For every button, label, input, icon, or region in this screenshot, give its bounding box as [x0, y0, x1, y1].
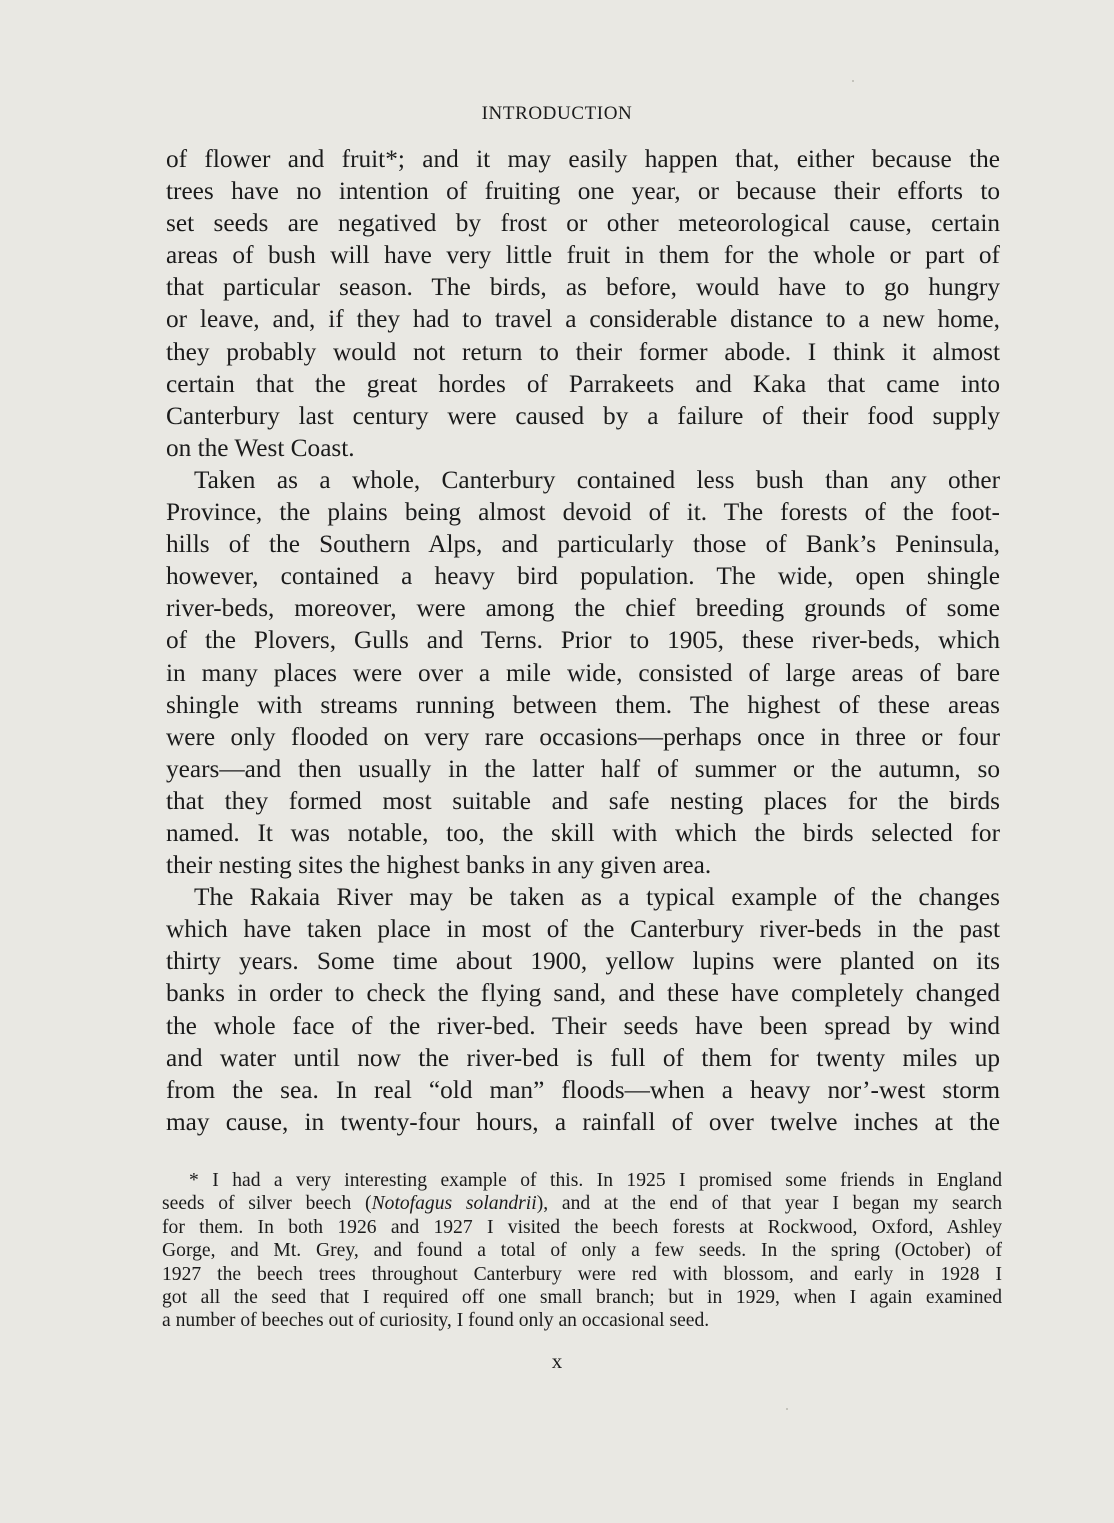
text-line: and water until now the river-bed is full of them for twenty miles up: [166, 1043, 1000, 1072]
text-line: of flower and fruit*; and it may easily happen that, either because the: [166, 145, 1000, 173]
text-line: hills of the Southern Alps, and particularly those of Bank’s Peninsula,: [166, 530, 1000, 559]
text-line: set seeds are negatived by frost or other meteorological cause, certain: [166, 209, 1000, 238]
footnote-text: * I had a very interesting example of this. In 1925 I promised some friends in England: [189, 1170, 1002, 1191]
paragraph-1: [166, 143, 1000, 464]
footnote-line: [162, 1286, 1002, 1309]
text-line: that they formed most suitable and safe nesting places for the birds: [166, 786, 1000, 815]
footnote-text: ), and at the end of that year I began my search: [536, 1193, 1003, 1215]
footnote-line: [162, 1263, 1002, 1286]
footnote-line: [162, 1239, 1002, 1262]
footnote: [162, 1169, 1002, 1333]
text-line: The Rakaia River may be taken as a typical example of the changes: [194, 883, 1000, 912]
text-line: years—and then usually in the latter half of summer or the autumn, so: [166, 754, 1000, 783]
text-line: of the Plovers, Gulls and Terns. Prior to 1905, these river-beds, which: [166, 626, 1000, 655]
text-line: certain that the great hordes of Parrakeets and Kaka that came into: [166, 369, 1000, 398]
text-line: may cause, in twenty-four hours, a rainfall of over twelve inches at the: [166, 1107, 1000, 1136]
text-line: Canterbury last century were caused by a failure of their food supply: [166, 401, 1000, 430]
footnote-text: a number of beeches out of curiosity, I found only an occasional seed.: [162, 1310, 710, 1332]
page-number: x: [551, 1349, 563, 1373]
text-line: Taken as a whole, Canterbury contained less bush than any other: [194, 465, 1000, 494]
text-line: trees have no intention of fruiting one year, or because their efforts to: [166, 177, 1000, 206]
species-name: Notofagus solandrii: [371, 1193, 537, 1215]
text-line: which have taken place in most of the Canterbury river-beds in the past: [166, 915, 1000, 944]
footnote-text: for them. In both 1926 and 1927 I visited the beech forests at Rockwood, Oxford, Ashley: [162, 1216, 1002, 1238]
text-line: or leave, and, if they had to travel a considerable distance to a new home,: [166, 305, 1000, 334]
footnote-line: [162, 1216, 1002, 1239]
body-text: [166, 143, 1000, 1138]
text-line: thirty years. Some time about 1900, yellow lupins were planted on its: [166, 947, 1000, 976]
text-line: however, contained a heavy bird population. The wide, open shingle: [166, 562, 1000, 591]
text-line: named. It was notable, too, the skill with which the birds selected for: [166, 818, 1000, 847]
text-line: from the sea. In real “old man” floods—when a heavy nor’-west storm: [166, 1075, 1000, 1104]
paper-speck: [852, 80, 854, 82]
text-line: banks in order to check the flying sand, and these have completely changed: [166, 979, 1000, 1008]
text-line: their nesting sites the highest banks in any given area.: [166, 851, 712, 880]
text-line: river-beds, moreover, were among the chief breeding grounds of some: [166, 594, 1000, 623]
footnote-line: [162, 1192, 1002, 1215]
text-line: that particular season. The birds, as before, would have to go hungry: [166, 273, 1000, 302]
text-line: Province, the plains being almost devoid of it. The forests of the foot-: [166, 498, 1000, 527]
running-head: INTRODUCTION: [481, 103, 633, 124]
footnote-text: 1927 the beech trees throughout Canterbury were red with blossom, and early in 1928 I: [162, 1263, 1002, 1285]
footnote-text: got all the seed that I required off one small branch; but in 1929, when I again examined: [162, 1287, 1002, 1309]
footnote-line: [162, 1169, 1002, 1192]
text-line: in many places were over a mile wide, consisted of large areas of bare: [166, 658, 1000, 687]
text-line: on the West Coast.: [166, 433, 355, 462]
paragraph-3: [166, 881, 1000, 1138]
text-line: were only flooded on very rare occasions—perhaps once in three or four: [166, 722, 1000, 751]
text-line: areas of bush will have very little fruit in them for the whole or part of: [166, 241, 1000, 270]
footnote-text: Gorge, and Mt. Grey, and found a total of only a few seeds. In the spring (October) of: [162, 1240, 1002, 1262]
footnote-line: [162, 1309, 1002, 1332]
text-line: they probably would not return to their former abode. I think it almost: [166, 337, 1000, 366]
paragraph-2: [166, 464, 1000, 881]
paper-speck: [786, 1408, 788, 1410]
text-line: the whole face of the river-bed. Their seeds have been spread by wind: [166, 1011, 1000, 1040]
footnote-text: seeds of silver beech (: [162, 1193, 372, 1215]
text-line: shingle with streams running between them. The highest of these areas: [166, 690, 1000, 719]
